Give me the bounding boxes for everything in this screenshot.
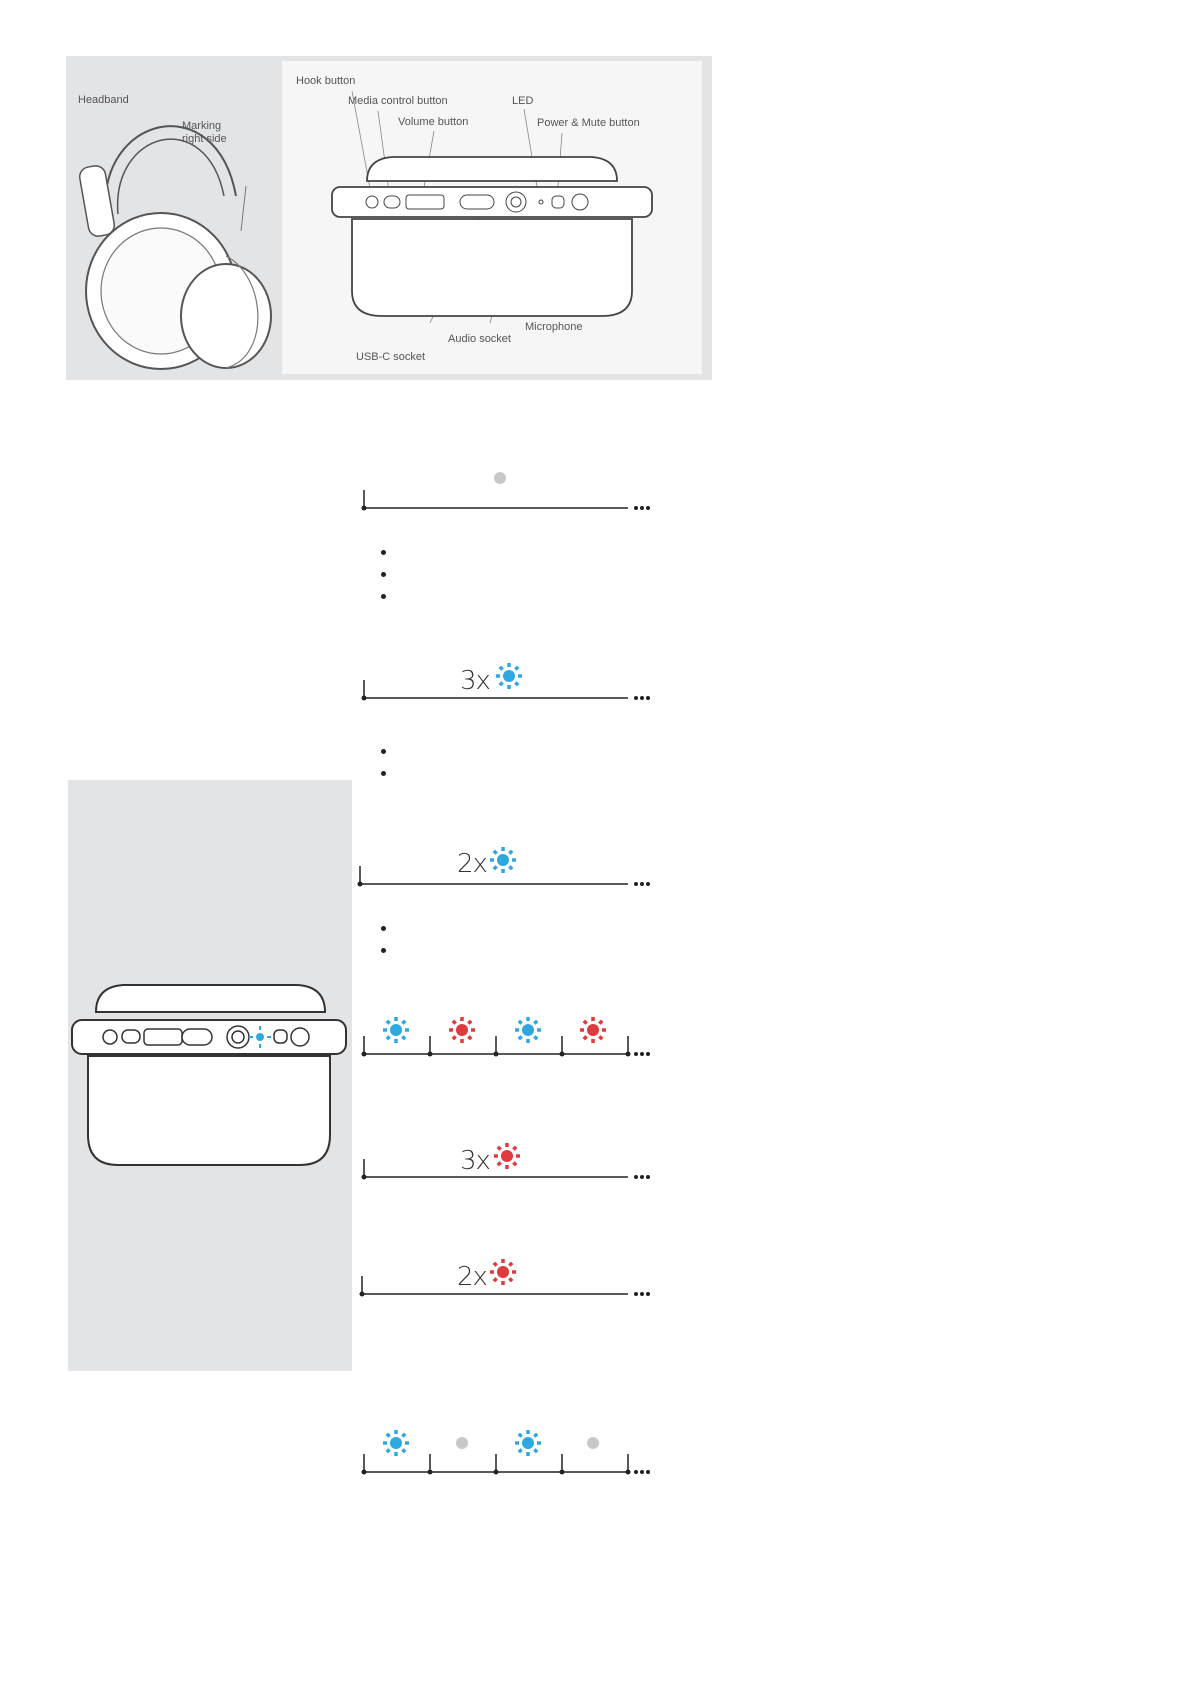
label-power-mute-button: Power & Mute button xyxy=(537,117,640,129)
led-timeline-red-2x xyxy=(360,1259,651,1297)
list-bullet xyxy=(381,550,386,555)
led-timeline-blue-red-alternate xyxy=(362,1017,651,1057)
timeline-ellipsis xyxy=(640,1292,644,1296)
label-led: LED xyxy=(512,95,534,107)
timeline-tick-dot xyxy=(360,1292,365,1297)
timeline-tick-dot xyxy=(428,1470,433,1475)
timeline-tick-dot xyxy=(494,1470,499,1475)
led-timeline-blue-2x xyxy=(358,847,651,887)
timeline-tick-dot xyxy=(362,696,367,701)
led-blue-flash-icon xyxy=(515,1017,541,1043)
led-blue-flash-icon xyxy=(490,847,516,873)
led-red-flash-icon xyxy=(494,1143,520,1169)
timeline-tick-dot xyxy=(560,1470,565,1475)
timeline-ellipsis xyxy=(634,506,638,510)
timeline-ellipsis xyxy=(640,696,644,700)
list-bullet xyxy=(381,771,386,776)
label-hook-button: Hook button xyxy=(296,75,356,87)
timeline-ellipsis xyxy=(640,1470,644,1474)
flash-count-red-3x: 3x xyxy=(460,1146,490,1176)
led-off-icon xyxy=(456,1437,468,1449)
timeline-ellipsis xyxy=(640,506,644,510)
label-marking-right-side: Marking right side xyxy=(182,120,227,145)
timeline-ellipsis xyxy=(646,506,650,510)
led-timeline-red-3x xyxy=(362,1143,651,1180)
timeline-ellipsis xyxy=(640,882,644,886)
led-blue-flash-icon xyxy=(496,663,522,689)
led-off-icon xyxy=(494,472,506,484)
timeline-ellipsis xyxy=(634,882,638,886)
timeline-tick-dot xyxy=(428,1052,433,1057)
flash-count-blue-3x: 3x xyxy=(460,666,490,696)
timeline-tick-dot xyxy=(626,1470,631,1475)
timeline-tick-dot xyxy=(626,1052,631,1057)
flash-count-blue-2x: 2x xyxy=(457,849,487,879)
led-red-flash-icon xyxy=(449,1017,475,1043)
timeline-ellipsis xyxy=(646,1052,650,1056)
timeline-tick-dot xyxy=(362,1470,367,1475)
label-headband: Headband xyxy=(78,94,129,106)
label-audio-socket: Audio socket xyxy=(448,333,511,345)
timeline-ellipsis xyxy=(634,1292,638,1296)
label-microphone: Microphone xyxy=(525,321,583,333)
list-bullet xyxy=(381,572,386,577)
led-red-flash-icon xyxy=(580,1017,606,1043)
bullet-list-blue-2x xyxy=(381,926,386,970)
timeline-ellipsis xyxy=(634,1175,638,1179)
timeline-ellipsis xyxy=(646,696,650,700)
timeline-tick-dot xyxy=(560,1052,565,1057)
timeline-ellipsis xyxy=(640,1052,644,1056)
led-timeline-blue-off-alternate xyxy=(362,1430,651,1475)
led-off-icon xyxy=(587,1437,599,1449)
bullet-list-blue-3x xyxy=(381,749,386,793)
timeline-tick-dot xyxy=(362,506,367,511)
list-bullet xyxy=(381,926,386,931)
led-blue-flash-icon xyxy=(383,1430,409,1456)
timeline-ellipsis xyxy=(634,696,638,700)
timeline-tick-dot xyxy=(494,1052,499,1057)
list-bullet xyxy=(381,594,386,599)
timeline-ellipsis xyxy=(646,1470,650,1474)
timeline-ellipsis xyxy=(646,1175,650,1179)
led-blue-flash-icon xyxy=(515,1430,541,1456)
list-bullet xyxy=(381,749,386,754)
led-red-flash-icon xyxy=(490,1259,516,1285)
list-bullet xyxy=(381,948,386,953)
timeline-ellipsis xyxy=(646,882,650,886)
label-usb-c-socket: USB-C socket xyxy=(356,351,426,363)
timeline-tick-dot xyxy=(362,1052,367,1057)
timeline-ellipsis xyxy=(646,1292,650,1296)
timeline-ellipsis xyxy=(634,1052,638,1056)
led-timeline-blue-3x xyxy=(362,663,651,701)
led-blue-flash-icon xyxy=(383,1017,409,1043)
label-volume-button: Volume button xyxy=(398,116,469,128)
led-timeline-off xyxy=(362,472,651,511)
timeline-tick-dot xyxy=(358,882,363,887)
label-media-control-button: Media control button xyxy=(348,95,448,107)
timeline-ellipsis xyxy=(640,1175,644,1179)
timeline-tick-dot xyxy=(362,1175,367,1180)
timeline-ellipsis xyxy=(634,1470,638,1474)
flash-count-red-2x: 2x xyxy=(457,1262,487,1292)
bullet-list-off xyxy=(381,550,386,616)
